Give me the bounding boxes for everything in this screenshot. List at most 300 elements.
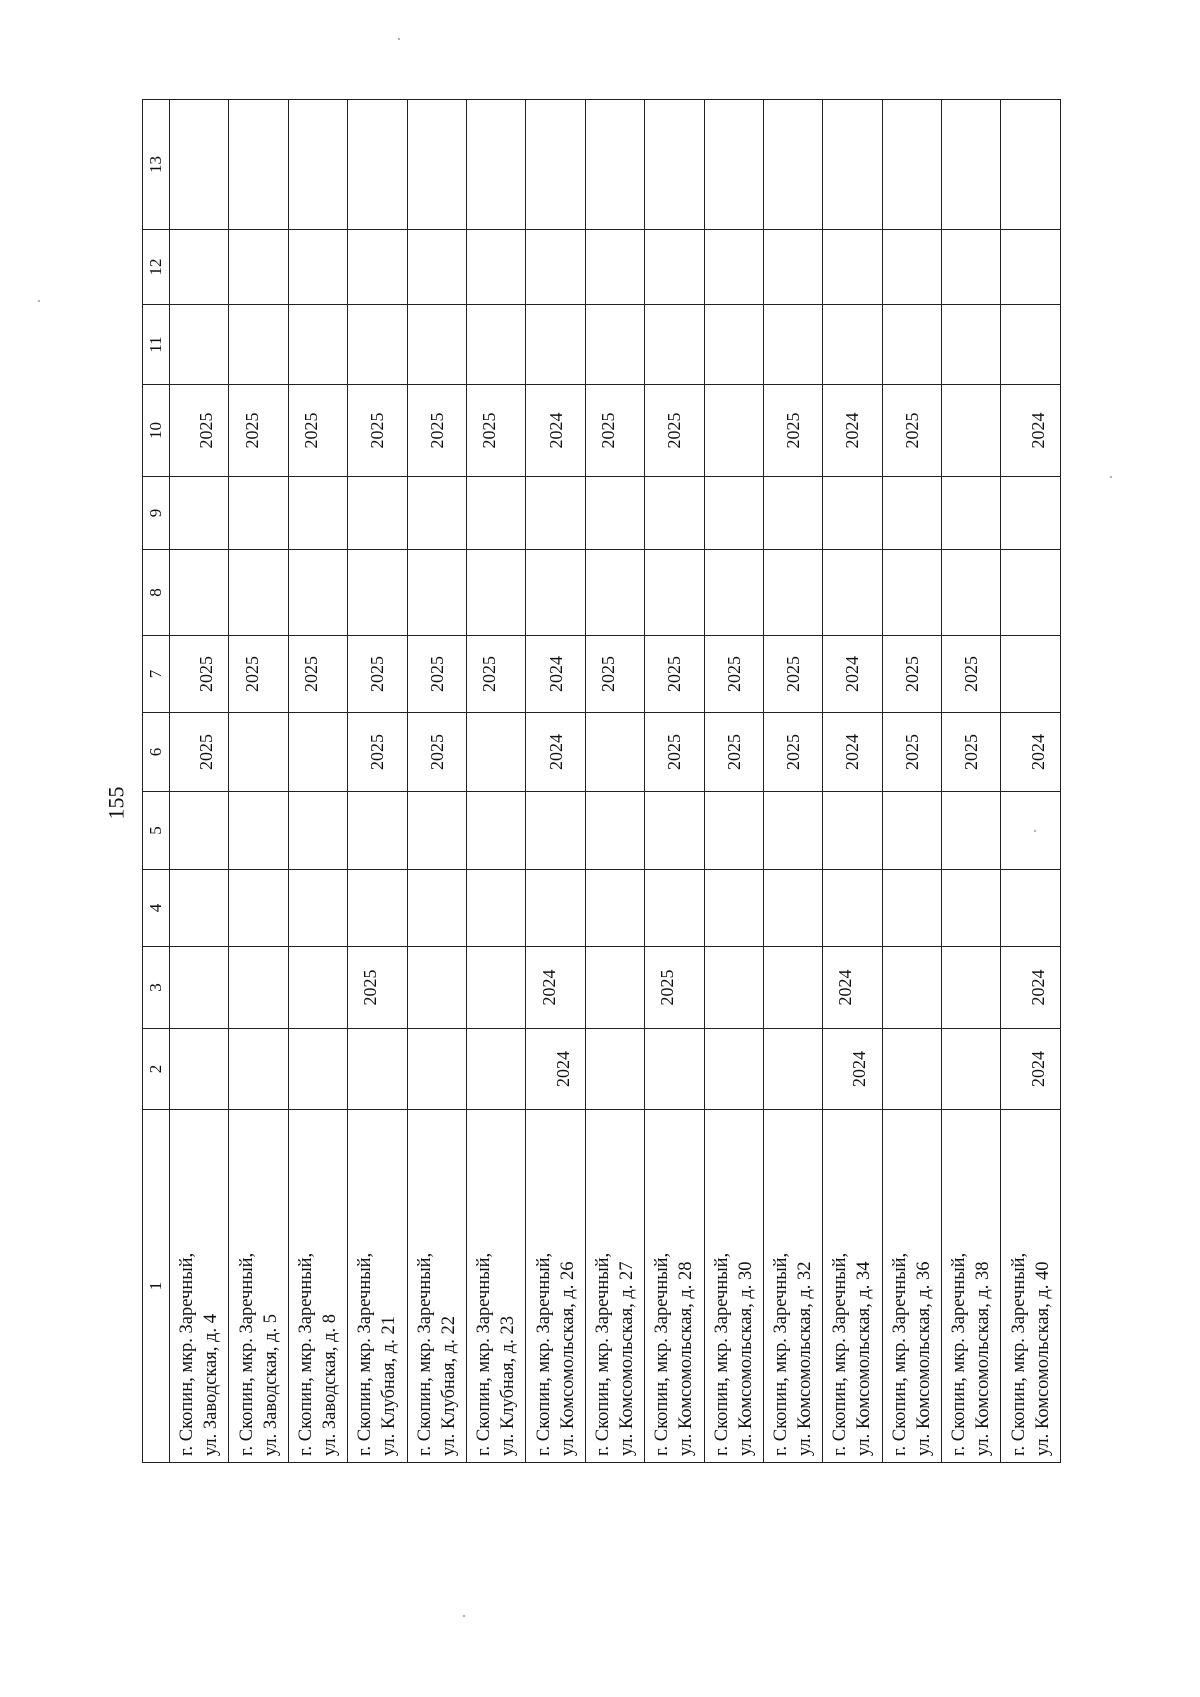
year-cell (942, 1029, 1001, 1110)
year-cell (288, 870, 347, 947)
column-number-cell: 6 (143, 713, 170, 792)
scan-speck (1034, 830, 1036, 832)
year-cell (882, 477, 941, 550)
year-cell (645, 636, 704, 713)
year-mark: 2025 (597, 656, 618, 692)
year-cell (704, 385, 763, 477)
year-cell (585, 477, 644, 550)
year-cell (823, 305, 882, 385)
year-cell (348, 1029, 407, 1110)
year-cell (288, 385, 347, 477)
year-cell (585, 713, 644, 792)
address-cell (882, 1110, 941, 1463)
year-cell (882, 947, 941, 1029)
address-cell (526, 1110, 585, 1463)
year-cell (763, 305, 822, 385)
column-number-cell: 5 (143, 792, 170, 870)
address-line: г. Скопин, мкр. Заречный, (592, 1252, 613, 1456)
address-line: ул. Комсомольская, д. 36 (913, 1261, 934, 1456)
year-cell (229, 947, 288, 1029)
address-cell (229, 1110, 288, 1463)
year-mark: 2024 (835, 969, 856, 1006)
year-cell (229, 1029, 288, 1110)
year-cell (942, 100, 1001, 230)
year-cell (942, 230, 1001, 305)
year-cell (882, 550, 941, 636)
year-cell (526, 100, 585, 230)
address-cell (763, 1110, 822, 1463)
year-cell (882, 792, 941, 870)
year-cell (645, 792, 704, 870)
year-cell (942, 947, 1001, 1029)
year-cell (823, 100, 882, 230)
year-mark: 2025 (241, 412, 262, 449)
year-cell (288, 100, 347, 230)
table-row (942, 100, 1001, 1463)
year-mark: 2025 (196, 412, 217, 449)
year-cell (645, 947, 704, 1029)
year-mark: 2024 (1027, 1051, 1048, 1087)
year-mark: 2024 (849, 1051, 870, 1087)
year-mark: 2025 (664, 656, 685, 692)
year-cell (348, 636, 407, 713)
year-mark: 2024 (545, 656, 566, 692)
year-cell (229, 550, 288, 636)
year-cell (229, 100, 288, 230)
year-cell (170, 870, 229, 947)
year-cell (942, 550, 1001, 636)
year-cell (288, 947, 347, 1029)
table-row (704, 100, 763, 1463)
year-mark: 2025 (300, 412, 321, 449)
year-cell (407, 1029, 466, 1110)
year-cell (823, 870, 882, 947)
address-line: г. Скопин, мкр. Заречный, (949, 1252, 970, 1456)
table-row (229, 100, 288, 1463)
year-cell (348, 305, 407, 385)
address-schedule-table (142, 99, 1061, 1463)
year-cell (1001, 230, 1061, 305)
year-cell (229, 230, 288, 305)
year-cell (407, 636, 466, 713)
year-mark: 2024 (1027, 734, 1048, 770)
table-row (585, 100, 644, 1463)
year-cell (407, 230, 466, 305)
rotated-table-container (142, 100, 1061, 1463)
year-cell (585, 385, 644, 477)
year-cell (823, 477, 882, 550)
address-line: г. Скопин, мкр. Заречный, (414, 1252, 435, 1456)
year-cell (942, 713, 1001, 792)
year-cell (229, 477, 288, 550)
year-cell (170, 792, 229, 870)
year-cell (1001, 636, 1061, 713)
year-cell (823, 713, 882, 792)
year-cell (170, 1029, 229, 1110)
year-cell (466, 947, 525, 1029)
address-cell (645, 1110, 704, 1463)
year-cell (1001, 870, 1061, 947)
year-mark: 2025 (479, 412, 500, 449)
year-cell (585, 1029, 644, 1110)
year-mark: 2025 (597, 412, 618, 449)
address-line: ул. Комсомольская, д. 32 (795, 1261, 816, 1456)
page-number (98, 778, 134, 828)
year-cell (763, 550, 822, 636)
table-row (407, 100, 466, 1463)
year-cell (348, 713, 407, 792)
year-cell (704, 1029, 763, 1110)
year-cell (526, 385, 585, 477)
address-line: ул. Заводская, д. 5 (260, 1314, 281, 1456)
year-mark: 2024 (545, 734, 566, 770)
year-cell (585, 230, 644, 305)
year-cell (170, 636, 229, 713)
column-number-cell: 11 (143, 305, 170, 385)
year-cell (288, 713, 347, 792)
year-cell (645, 477, 704, 550)
year-mark: 2024 (1027, 412, 1048, 449)
address-cell (823, 1110, 882, 1463)
address-line: г. Скопин, мкр. Заречный, (830, 1252, 851, 1456)
year-mark: 2025 (783, 412, 804, 449)
table-row (763, 100, 822, 1463)
year-cell (229, 305, 288, 385)
year-cell (407, 792, 466, 870)
year-cell (170, 477, 229, 550)
address-line: ул. Клубная, д. 22 (438, 1316, 459, 1456)
address-line: г. Скопин, мкр. Заречный, (652, 1252, 673, 1456)
year-cell (288, 636, 347, 713)
year-cell (882, 230, 941, 305)
year-mark: 2024 (552, 1051, 573, 1087)
column-number-cell: 12 (143, 230, 170, 305)
table-row (882, 100, 941, 1463)
year-cell (704, 713, 763, 792)
year-mark: 2025 (723, 656, 744, 692)
year-cell (466, 636, 525, 713)
year-cell (645, 100, 704, 230)
address-line: ул. Клубная, д. 23 (498, 1316, 519, 1456)
year-cell (882, 713, 941, 792)
year-mark: 2024 (842, 734, 863, 770)
year-cell (466, 713, 525, 792)
year-cell (407, 870, 466, 947)
year-cell (763, 636, 822, 713)
year-cell (704, 870, 763, 947)
column-number-cell: 10 (143, 385, 170, 477)
address-line: ул. Комсомольская, д. 26 (557, 1261, 578, 1456)
year-cell (526, 947, 585, 1029)
year-cell (1001, 305, 1061, 385)
year-cell (645, 305, 704, 385)
year-mark: 2025 (657, 969, 678, 1006)
scan-speck (38, 300, 40, 302)
year-mark: 2025 (367, 734, 388, 770)
year-cell (526, 870, 585, 947)
year-cell (645, 385, 704, 477)
year-mark: 2025 (426, 734, 447, 770)
year-cell (882, 636, 941, 713)
address-line: ул. Комсомольская, д. 27 (616, 1261, 637, 1456)
column-number-cell: 7 (143, 636, 170, 713)
address-line: ул. Комсомольская, д. 28 (676, 1261, 697, 1456)
scan-speck (1110, 476, 1112, 478)
year-cell (526, 230, 585, 305)
year-cell (407, 713, 466, 792)
address-line: г. Скопин, мкр. Заречный, (889, 1252, 910, 1456)
year-cell (288, 230, 347, 305)
address-line: ул. Комсомольская, д. 40 (1032, 1261, 1053, 1456)
table-row (823, 100, 882, 1463)
year-cell (1001, 792, 1061, 870)
year-mark: 2025 (426, 656, 447, 692)
year-cell (526, 792, 585, 870)
year-cell (823, 385, 882, 477)
year-mark: 2024 (538, 969, 559, 1006)
year-cell (645, 1029, 704, 1110)
year-mark: 2025 (783, 734, 804, 770)
address-line: г. Скопин, мкр. Заречный, (711, 1252, 732, 1456)
year-cell (882, 305, 941, 385)
year-mark: 2024 (545, 412, 566, 449)
year-cell (823, 947, 882, 1029)
year-cell (526, 1029, 585, 1110)
address-cell (288, 1110, 347, 1463)
address-cell (704, 1110, 763, 1463)
year-mark: 2024 (1027, 969, 1048, 1006)
year-cell (170, 305, 229, 385)
table-row (348, 100, 407, 1463)
year-cell (170, 947, 229, 1029)
year-cell (466, 792, 525, 870)
year-cell (526, 477, 585, 550)
year-mark: 2025 (901, 412, 922, 449)
year-cell (823, 1029, 882, 1110)
year-cell (645, 230, 704, 305)
table-row (526, 100, 585, 1463)
year-mark: 2025 (479, 656, 500, 692)
year-mark: 2025 (664, 734, 685, 770)
address-line: г. Скопин, мкр. Заречный, (533, 1252, 554, 1456)
year-cell (763, 1029, 822, 1110)
address-line: г. Скопин, мкр. Заречный, (236, 1252, 257, 1456)
address-line: г. Скопин, мкр. Заречный, (355, 1252, 376, 1456)
column-number-cell: 4 (143, 870, 170, 947)
table-row (1001, 100, 1061, 1463)
year-mark: 2025 (196, 656, 217, 692)
year-cell (942, 305, 1001, 385)
year-mark: 2025 (426, 412, 447, 449)
address-line: ул. Комсомольская, д. 38 (973, 1261, 994, 1456)
year-cell (942, 385, 1001, 477)
year-cell (704, 230, 763, 305)
year-cell (1001, 477, 1061, 550)
year-cell (288, 550, 347, 636)
year-cell (1001, 713, 1061, 792)
year-cell (1001, 550, 1061, 636)
year-cell (1001, 947, 1061, 1029)
year-cell (942, 870, 1001, 947)
year-cell (882, 100, 941, 230)
year-cell (1001, 100, 1061, 230)
column-number-cell: 3 (143, 947, 170, 1029)
year-cell (348, 550, 407, 636)
table-body (170, 100, 1061, 1463)
column-number-cell: 13 (143, 100, 170, 230)
address-line: г. Скопин, мкр. Заречный, (771, 1252, 792, 1456)
year-cell (585, 792, 644, 870)
year-cell (288, 477, 347, 550)
year-cell (407, 550, 466, 636)
column-number-cell: 8 (143, 550, 170, 636)
year-mark: 2024 (842, 656, 863, 692)
year-mark: 2025 (723, 734, 744, 770)
year-cell (407, 947, 466, 1029)
year-cell (170, 385, 229, 477)
year-cell (763, 713, 822, 792)
year-mark: 2025 (360, 969, 381, 1006)
year-mark: 2025 (901, 734, 922, 770)
year-cell (763, 477, 822, 550)
year-cell (823, 636, 882, 713)
address-line: г. Скопин, мкр. Заречный, (295, 1252, 316, 1456)
year-cell (407, 100, 466, 230)
year-cell (170, 100, 229, 230)
year-cell (288, 305, 347, 385)
year-cell (348, 792, 407, 870)
year-cell (942, 792, 1001, 870)
year-cell (229, 385, 288, 477)
year-cell (170, 713, 229, 792)
year-cell (585, 947, 644, 1029)
year-cell (288, 792, 347, 870)
year-cell (407, 477, 466, 550)
year-cell (526, 305, 585, 385)
year-cell (170, 230, 229, 305)
address-line: ул. Комсомольская, д. 34 (854, 1261, 875, 1456)
table-row (466, 100, 525, 1463)
year-cell (348, 947, 407, 1029)
year-cell (585, 636, 644, 713)
address-cell (466, 1110, 525, 1463)
address-line: ул. Комсомольская, д. 30 (735, 1261, 756, 1456)
year-cell (288, 1029, 347, 1110)
year-cell (704, 100, 763, 230)
column-number-row (143, 100, 170, 1463)
year-mark: 2025 (961, 734, 982, 770)
table-row (288, 100, 347, 1463)
year-mark: 2025 (901, 656, 922, 692)
table-row (170, 100, 229, 1463)
year-cell (229, 870, 288, 947)
year-cell (407, 305, 466, 385)
year-mark: 2025 (367, 656, 388, 692)
address-cell (942, 1110, 1001, 1463)
year-cell (407, 385, 466, 477)
year-cell (882, 870, 941, 947)
year-cell (348, 100, 407, 230)
year-cell (466, 477, 525, 550)
year-cell (348, 230, 407, 305)
year-cell (585, 305, 644, 385)
year-cell (704, 792, 763, 870)
address-line: ул. Заводская, д. 4 (201, 1314, 222, 1456)
table-row (645, 100, 704, 1463)
year-cell (466, 230, 525, 305)
year-cell (704, 947, 763, 1029)
year-cell (170, 550, 229, 636)
year-cell (466, 870, 525, 947)
address-line: ул. Заводская, д. 8 (319, 1314, 340, 1456)
year-cell (763, 100, 822, 230)
year-cell (526, 713, 585, 792)
year-cell (229, 792, 288, 870)
year-cell (942, 477, 1001, 550)
address-line: ул. Клубная, д. 21 (379, 1316, 400, 1456)
year-mark: 2025 (367, 412, 388, 449)
year-cell (763, 870, 822, 947)
year-cell (466, 1029, 525, 1110)
year-cell (704, 636, 763, 713)
address-cell (170, 1110, 229, 1463)
year-cell (466, 100, 525, 230)
year-cell (763, 385, 822, 477)
year-cell (585, 100, 644, 230)
year-cell (704, 477, 763, 550)
column-number-cell: 1 (143, 1110, 170, 1463)
page-number-text: 155 (103, 786, 128, 820)
scan-speck (398, 38, 400, 40)
address-cell (1001, 1110, 1061, 1463)
year-cell (229, 713, 288, 792)
year-cell (1001, 385, 1061, 477)
year-cell (704, 305, 763, 385)
year-cell (645, 550, 704, 636)
year-cell (585, 870, 644, 947)
scan-speck (463, 1615, 465, 1617)
year-cell (466, 385, 525, 477)
year-cell (942, 636, 1001, 713)
year-cell (823, 230, 882, 305)
year-mark: 2024 (842, 412, 863, 449)
year-mark: 2025 (961, 656, 982, 692)
address-cell (585, 1110, 644, 1463)
year-cell (645, 713, 704, 792)
year-mark: 2025 (664, 412, 685, 449)
year-cell (882, 1029, 941, 1110)
year-cell (704, 550, 763, 636)
year-cell (763, 947, 822, 1029)
year-cell (466, 550, 525, 636)
year-cell (526, 636, 585, 713)
column-number-cell: 9 (143, 477, 170, 550)
year-cell (882, 385, 941, 477)
year-mark: 2025 (241, 656, 262, 692)
address-line: г. Скопин, мкр. Заречный, (177, 1252, 198, 1456)
address-line: г. Скопин, мкр. Заречный, (474, 1252, 495, 1456)
year-cell (348, 870, 407, 947)
year-cell (823, 550, 882, 636)
address-cell (407, 1110, 466, 1463)
year-cell (585, 550, 644, 636)
year-cell (645, 870, 704, 947)
year-mark: 2025 (196, 734, 217, 770)
column-number-cell: 2 (143, 1029, 170, 1110)
year-cell (763, 230, 822, 305)
year-cell (229, 636, 288, 713)
year-cell (348, 385, 407, 477)
